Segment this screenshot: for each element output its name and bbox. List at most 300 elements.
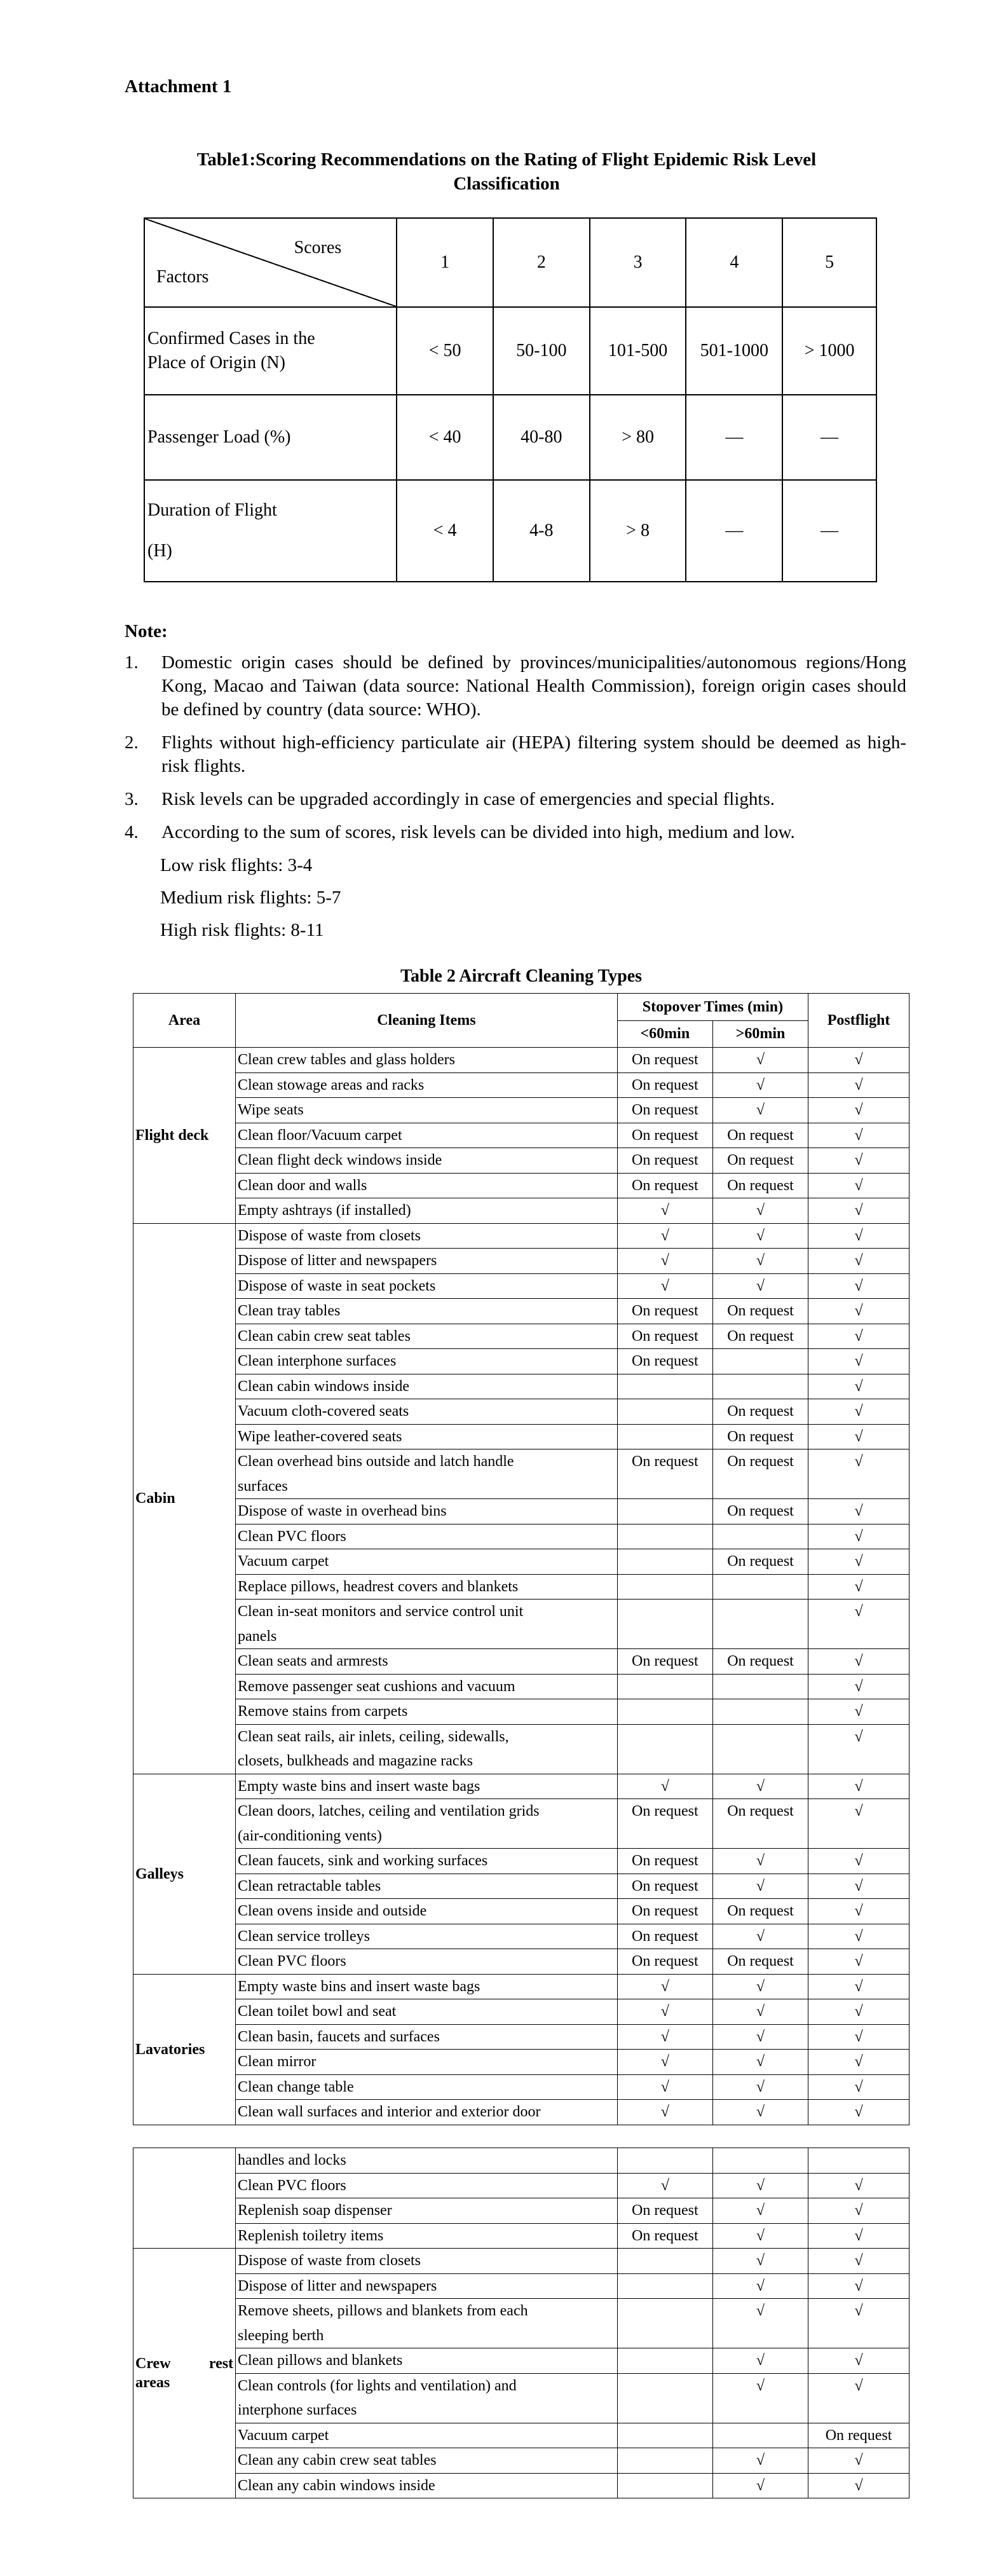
- lt60-value: √: [617, 1273, 712, 1299]
- postflight-value: √: [808, 2173, 909, 2198]
- postflight-value: √: [808, 1524, 909, 1549]
- gt60-value: √: [712, 2074, 808, 2100]
- table1-row: [144, 395, 876, 480]
- postflight-value: √: [808, 1424, 909, 1449]
- table2-row: [133, 1899, 909, 1924]
- gt60-value: √: [712, 1098, 808, 1123]
- cleaning-item-text: Clean crew tables and glass holders: [238, 1052, 455, 1068]
- cleaning-item-text: closets, bulkheads and magazine racks: [238, 1753, 473, 1769]
- cleaning-item-cell: [236, 1600, 618, 1649]
- table2-row: [133, 1849, 909, 1874]
- postflight-value: √: [808, 2473, 909, 2498]
- value-cell: 40-80: [493, 395, 590, 480]
- postflight-value: √: [808, 1123, 909, 1148]
- table2-row: [133, 2423, 909, 2448]
- table2-row: [133, 1724, 909, 1774]
- cleaning-item-text: Clean in-seat monitors and service control unit: [238, 1603, 524, 1620]
- cleaning-item-cell: [236, 1924, 618, 1949]
- lt60-value: On request: [617, 1098, 712, 1123]
- area-cell: Cabin: [133, 1223, 236, 1774]
- cleaning-item-cell: [236, 2173, 618, 2198]
- lt60-value: On request: [617, 2223, 712, 2249]
- table2-row: [133, 1349, 909, 1374]
- cleaning-item-cell: [236, 2473, 618, 2498]
- postflight-value: √: [808, 1774, 909, 1799]
- lt60-value: On request: [617, 1349, 712, 1374]
- value-cell: > 8: [590, 480, 686, 582]
- cleaning-item-text: Clean controls (for lights and ventilation) and: [238, 2377, 517, 2394]
- table2-row: [133, 2273, 909, 2299]
- lt60-value: [617, 2249, 712, 2274]
- cleaning-item-text: Remove stains from carpets: [238, 1703, 408, 1720]
- table2-row: [133, 2299, 909, 2348]
- lt60-value: [617, 1424, 712, 1449]
- gt60-value: √: [712, 2448, 808, 2474]
- header-lt60: <60min: [617, 1020, 712, 1048]
- table2-row: [133, 1974, 909, 1999]
- table1-title-line1: Table1:Scoring Recommendations on the Rating of Flight Epidemic Risk Level: [196, 149, 817, 170]
- lt60-value: [617, 1374, 712, 1399]
- lt60-value: √: [617, 1974, 712, 1999]
- cleaning-item-text: Clean retractable tables: [238, 1877, 381, 1894]
- cleaning-item-text: Clean faucets, sink and working surfaces: [238, 1853, 488, 1869]
- cleaning-item-text: interphone surfaces: [238, 2402, 357, 2418]
- factor-text: Duration of Flight: [147, 500, 277, 520]
- table2-row: [133, 1399, 909, 1425]
- area-cell: Lavatories: [133, 1974, 236, 2125]
- gt60-value: On request: [712, 1499, 808, 1524]
- factor-text: Passenger Load (%): [147, 427, 291, 447]
- cleaning-item-cell: [236, 2423, 618, 2448]
- table2-row: [133, 1424, 909, 1449]
- table2-row: [133, 1999, 909, 2025]
- cleaning-item-cell: [236, 2273, 618, 2299]
- postflight-value: √: [808, 1198, 909, 1224]
- note-number: 4.: [125, 822, 139, 842]
- lt60-value: [617, 2473, 712, 2498]
- score-col-4: 4: [686, 218, 782, 307]
- cleaning-item-cell: [236, 1173, 618, 1198]
- cleaning-item-cell: [236, 1874, 618, 1899]
- cleaning-item-text: Clean floor/Vacuum carpet: [238, 1127, 402, 1144]
- note-item: [125, 788, 906, 811]
- postflight-value: √: [808, 1273, 909, 1299]
- note-text: Risk levels can be upgraded accordingly in case of emergencies and special flights.: [161, 789, 775, 809]
- gt60-value: On request: [712, 1399, 808, 1425]
- postflight-value: √: [808, 1148, 909, 1174]
- cleaning-item-cell: [236, 2373, 618, 2423]
- cleaning-item-text: Dispose of waste in overhead bins: [238, 1503, 447, 1519]
- table1-header-row: [144, 218, 876, 307]
- table2-row: [133, 2024, 909, 2050]
- table2-row: [133, 2173, 909, 2198]
- table2-row: [133, 1098, 909, 1123]
- gt60-value: [712, 1374, 808, 1399]
- postflight-value: √: [808, 2249, 909, 2274]
- gt60-value: [712, 2148, 808, 2174]
- cleaning-item-cell: [236, 1649, 618, 1675]
- table2-row: [133, 2473, 909, 2498]
- cleaning-item-cell: [236, 1574, 618, 1600]
- table2-part1: [133, 993, 909, 2125]
- area-cell: Galleys: [133, 1774, 236, 1974]
- cleaning-item-text: Replenish toiletry items: [238, 2227, 384, 2244]
- cleaning-item-text: panels: [238, 1627, 277, 1645]
- gt60-value: On request: [712, 1449, 808, 1499]
- table2-row: [133, 1699, 909, 1725]
- factor-cell: [144, 480, 397, 582]
- factor-cell: [144, 307, 397, 395]
- cleaning-item-cell: [236, 2074, 618, 2100]
- cleaning-item-text: sleeping berth: [238, 2327, 324, 2344]
- gt60-value: √: [712, 1223, 808, 1249]
- cleaning-item-text: Clean wall surfaces and interior and exterior door: [238, 2104, 541, 2120]
- table2-row: [133, 1874, 909, 1899]
- area-label-word: Crew: [135, 2355, 171, 2372]
- postflight-value: √: [808, 1499, 909, 1524]
- value-cell: 50-100: [493, 307, 590, 395]
- cleaning-item-text: Clean stowage areas and racks: [238, 1076, 425, 1093]
- cleaning-item-text: Clean interphone surfaces: [238, 1353, 397, 1369]
- gt60-value: [712, 1349, 808, 1374]
- table2-row: [133, 1549, 909, 1575]
- table2-row: [133, 2348, 909, 2374]
- cleaning-item-text: surfaces: [238, 1477, 288, 1495]
- gt60-value: On request: [712, 1299, 808, 1324]
- postflight-value: √: [808, 1249, 909, 1274]
- area-cell-lavatories-continued: [133, 2148, 236, 2249]
- note-text: Domestic origin cases should be defined by provinces/municipalities/autonomous regions/Hong Kong, Macao and Taiwan (data source: National Health Commission), foreign origin cases should be defined by country (data source: WHO).: [161, 652, 906, 720]
- postflight-value: √: [808, 1899, 909, 1924]
- cleaning-item-text: Clean ovens inside and outside: [238, 1903, 427, 1919]
- gt60-value: On request: [712, 1549, 808, 1575]
- postflight-value: On request: [808, 2423, 909, 2448]
- cleaning-item-text: Clean any cabin crew seat tables: [238, 2452, 437, 2469]
- cleaning-item-cell: [236, 2024, 618, 2050]
- cleaning-item-text: Clean any cabin windows inside: [238, 2477, 435, 2494]
- lt60-value: √: [617, 2050, 712, 2075]
- table1-title-line2: Classification: [453, 174, 560, 194]
- gt60-value: On request: [712, 1123, 808, 1148]
- gt60-value: √: [712, 1924, 808, 1949]
- gt60-value: √: [712, 2198, 808, 2224]
- lt60-value: √: [617, 1249, 712, 1274]
- gt60-value: √: [712, 2100, 808, 2125]
- gt60-value: √: [712, 2249, 808, 2274]
- notes-section: [125, 620, 906, 951]
- gt60-value: On request: [712, 1649, 808, 1675]
- gt60-value: √: [712, 1849, 808, 1874]
- cleaning-item-text: Clean mirror: [238, 2053, 317, 2070]
- postflight-value: √: [808, 2050, 909, 2075]
- postflight-value: √: [808, 2024, 909, 2050]
- lt60-value: On request: [617, 1173, 712, 1198]
- cleaning-item-cell: [236, 1974, 618, 1999]
- gt60-value: On request: [712, 1173, 808, 1198]
- cleaning-item-cell: [236, 2249, 618, 2274]
- lt60-value: On request: [617, 1649, 712, 1675]
- cleaning-item-cell: [236, 2050, 618, 2075]
- value-cell: > 1000: [782, 307, 876, 395]
- lt60-value: [617, 1699, 712, 1725]
- cleaning-item-text: (air-conditioning vents): [238, 1827, 382, 1844]
- value-cell: > 80: [590, 395, 686, 480]
- gt60-value: √: [712, 2173, 808, 2198]
- postflight-value: √: [808, 1974, 909, 1999]
- cleaning-item-text: Clean pillows and blankets: [238, 2352, 403, 2369]
- cleaning-item-text: Remove passenger seat cushions and vacuum: [238, 1678, 515, 1695]
- cleaning-item-cell: [236, 2148, 618, 2174]
- area-label-line: [135, 2354, 233, 2373]
- table2-row: [133, 1600, 909, 1649]
- note-number: 1.: [125, 652, 139, 673]
- cleaning-item-cell: [236, 1123, 618, 1148]
- lt60-value: On request: [617, 1299, 712, 1324]
- gt60-value: On request: [712, 1424, 808, 1449]
- cleaning-item-cell: [236, 1299, 618, 1324]
- gt60-value: √: [712, 1974, 808, 1999]
- cleaning-item-text: Clean service trolleys: [238, 1928, 370, 1945]
- notes-heading: Note:: [125, 621, 168, 641]
- cleaning-item-text: Empty waste bins and insert waste bags: [238, 1778, 480, 1795]
- postflight-value: √: [808, 1223, 909, 1249]
- cleaning-item-cell: [236, 1849, 618, 1874]
- table2-row: [133, 1649, 909, 1675]
- lt60-value: [617, 1499, 712, 1524]
- lt60-value: √: [617, 2173, 712, 2198]
- table2-row: [133, 2074, 909, 2100]
- header-factors: Factors: [156, 267, 209, 287]
- factor-text: Confirmed Cases in the: [147, 329, 315, 348]
- cleaning-item-text: Wipe seats: [238, 1102, 304, 1118]
- cleaning-item-cell: [236, 1098, 618, 1123]
- note-number: 2.: [125, 732, 139, 753]
- lt60-value: √: [617, 2074, 712, 2100]
- lt60-value: On request: [617, 1949, 712, 1975]
- table2-row: [133, 1148, 909, 1174]
- lt60-value: [617, 1574, 712, 1600]
- table2-row: [133, 2148, 909, 2174]
- postflight-value: √: [808, 1649, 909, 1675]
- cleaning-item-cell: [236, 1899, 618, 1924]
- postflight-value: √: [808, 1874, 909, 1899]
- cleaning-item-text: Clean cabin windows inside: [238, 1378, 409, 1395]
- table2-row: [133, 1173, 909, 1198]
- gt60-value: √: [712, 1048, 808, 1073]
- lt60-value: [617, 2148, 712, 2174]
- header-stopover: Stopover Times (min): [617, 994, 808, 1021]
- gt60-value: On request: [712, 1949, 808, 1975]
- cleaning-item-text: Clean seat rails, air inlets, ceiling, sidewalls,: [238, 1728, 509, 1745]
- gt60-value: √: [712, 1273, 808, 1299]
- postflight-value: √: [808, 1048, 909, 1073]
- table2-row: [133, 1299, 909, 1324]
- cleaning-item-text: Clean doors, latches, ceiling and ventilation grids: [238, 1803, 540, 1819]
- cleaning-item-text: Dispose of waste from closets: [238, 1227, 421, 1244]
- gt60-value: [712, 2423, 808, 2448]
- postflight-value: √: [808, 2348, 909, 2374]
- postflight-value: √: [808, 1173, 909, 1198]
- lt60-value: [617, 2373, 712, 2423]
- cleaning-item-cell: [236, 1799, 618, 1849]
- table2-row: [133, 1524, 909, 1549]
- cleaning-item-cell: [236, 1949, 618, 1975]
- cleaning-item-text: Clean door and walls: [238, 1177, 367, 1194]
- gt60-value: [712, 1674, 808, 1699]
- cleaning-item-cell: [236, 1699, 618, 1725]
- value-cell: —: [782, 480, 876, 582]
- cleaning-item-text: Vacuum cloth-covered seats: [238, 1403, 409, 1420]
- cleaning-item-cell: [236, 1198, 618, 1224]
- cleaning-item-cell: [236, 1424, 618, 1449]
- table2-header-row: [133, 994, 909, 1021]
- lt60-value: [617, 2448, 712, 2474]
- lt60-value: On request: [617, 1899, 712, 1924]
- cleaning-item-cell: [236, 1349, 618, 1374]
- table2-row: [133, 1499, 909, 1524]
- postflight-value: √: [808, 1098, 909, 1123]
- value-cell: —: [686, 395, 782, 480]
- cleaning-item-text: Replace pillows, headrest covers and blankets: [238, 1578, 519, 1595]
- cleaning-item-cell: [236, 1499, 618, 1524]
- gt60-value: √: [712, 1774, 808, 1799]
- lt60-value: On request: [617, 1324, 712, 1349]
- lt60-value: √: [617, 1999, 712, 2025]
- score-col-3: 3: [590, 218, 686, 307]
- note-number: 3.: [125, 789, 139, 809]
- cleaning-item-cell: [236, 1674, 618, 1699]
- table2-row: [133, 1273, 909, 1299]
- table2-row: [133, 1449, 909, 1499]
- value-cell: < 4: [397, 480, 493, 582]
- lt60-value: [617, 1600, 712, 1649]
- cleaning-item-text: Replenish soap dispenser: [238, 2202, 392, 2219]
- cleaning-item-cell: [236, 1223, 618, 1249]
- lt60-value: On request: [617, 1072, 712, 1098]
- table2-row: [133, 1072, 909, 1098]
- table1-row: [144, 480, 876, 582]
- cleaning-item-text: Dispose of litter and newspapers: [238, 2277, 437, 2294]
- postflight-value: √: [808, 1399, 909, 1425]
- postflight-value: √: [808, 1324, 909, 1349]
- lt60-value: √: [617, 1198, 712, 1224]
- cleaning-item-text: Clean tray tables: [238, 1303, 341, 1319]
- lt60-value: [617, 2423, 712, 2448]
- gt60-value: [712, 1574, 808, 1600]
- cleaning-item-text: Clean PVC floors: [238, 1953, 346, 1970]
- cleaning-item-text: Remove sheets, pillows and blankets from each: [238, 2303, 528, 2319]
- cleaning-item-cell: [236, 1449, 618, 1499]
- postflight-value: [808, 2148, 909, 2174]
- gt60-value: On request: [712, 1324, 808, 1349]
- table2-row: [133, 2198, 909, 2224]
- postflight-value: √: [808, 1574, 909, 1600]
- cleaning-item-cell: [236, 1072, 618, 1098]
- postflight-value: √: [808, 1600, 909, 1649]
- cleaning-item-cell: [236, 1273, 618, 1299]
- lt60-value: On request: [617, 1799, 712, 1849]
- value-cell: —: [686, 480, 782, 582]
- gt60-value: √: [712, 1249, 808, 1274]
- postflight-value: √: [808, 1072, 909, 1098]
- postflight-value: √: [808, 2100, 909, 2125]
- cleaning-item-text: Clean cabin crew seat tables: [238, 1327, 411, 1345]
- table2-row: [133, 1674, 909, 1699]
- table2-row: [133, 2050, 909, 2075]
- cleaning-item-text: Empty ashtrays (if installed): [238, 1202, 411, 1219]
- lt60-value: √: [617, 2024, 712, 2050]
- postflight-value: √: [808, 1299, 909, 1324]
- cleaning-item-cell: [236, 2198, 618, 2224]
- cleaning-item-text: Dispose of waste from closets: [238, 2252, 421, 2269]
- cleaning-item-cell: [236, 1048, 618, 1073]
- table2-row: [133, 2448, 909, 2474]
- gt60-value: √: [712, 2050, 808, 2075]
- table1-title: [141, 147, 872, 196]
- table2-row: [133, 1048, 909, 1073]
- note-item: [125, 731, 906, 778]
- cleaning-item-text: Clean overhead bins outside and latch handle: [238, 1453, 514, 1470]
- cleaning-item-text: Clean PVC floors: [238, 1528, 346, 1545]
- header-gt60: >60min: [712, 1020, 808, 1048]
- gt60-value: √: [712, 1072, 808, 1098]
- lt60-value: [617, 2273, 712, 2299]
- cleaning-item-text: Empty waste bins and insert waste bags: [238, 1978, 480, 1995]
- lt60-value: [617, 2299, 712, 2348]
- cleaning-item-text: Dispose of waste in seat pockets: [238, 1277, 436, 1294]
- cleaning-item-text: Clean seats and armrests: [238, 1653, 388, 1669]
- gt60-value: On request: [712, 1899, 808, 1924]
- cleaning-item-cell: [236, 2100, 618, 2125]
- header-postflight: Postflight: [808, 994, 909, 1048]
- cleaning-item-cell: [236, 1724, 618, 1774]
- cleaning-item-cell: [236, 1999, 618, 2025]
- table2-row: [133, 1574, 909, 1600]
- postflight-value: √: [808, 1374, 909, 1399]
- postflight-value: √: [808, 1449, 909, 1499]
- cleaning-item-cell: [236, 1249, 618, 1274]
- gt60-value: On request: [712, 1148, 808, 1174]
- note-text: Flights without high-efficiency particulate air (HEPA) filtering system should be deemed as high-risk flights.: [161, 732, 906, 776]
- table2-row: [133, 2373, 909, 2423]
- gt60-value: √: [712, 1198, 808, 1224]
- cleaning-item-text: Clean flight deck windows inside: [238, 1152, 442, 1168]
- lt60-value: [617, 1724, 712, 1774]
- score-col-5: 5: [782, 218, 876, 307]
- table2-row: [133, 2223, 909, 2249]
- area-label-word: areas: [135, 2374, 170, 2391]
- postflight-value: √: [808, 1699, 909, 1725]
- cleaning-item-cell: [236, 1399, 618, 1425]
- cleaning-item-cell: [236, 1374, 618, 1399]
- value-cell: < 50: [397, 307, 493, 395]
- table1-corner-cell: [144, 218, 397, 307]
- cleaning-item-cell: [236, 1549, 618, 1575]
- lt60-value: On request: [617, 2198, 712, 2224]
- gt60-value: √: [712, 2024, 808, 2050]
- postflight-value: √: [808, 2448, 909, 2474]
- lt60-value: √: [617, 1774, 712, 1799]
- gt60-value: √: [712, 2299, 808, 2348]
- area-cell-crew-rest: [133, 2249, 236, 2498]
- lt60-value: On request: [617, 1849, 712, 1874]
- lt60-value: On request: [617, 1148, 712, 1174]
- table1: [144, 217, 877, 582]
- table2-part2: [133, 2148, 909, 2498]
- lt60-value: [617, 1674, 712, 1699]
- header-scores: Scores: [294, 238, 342, 257]
- cleaning-item-cell: [236, 1524, 618, 1549]
